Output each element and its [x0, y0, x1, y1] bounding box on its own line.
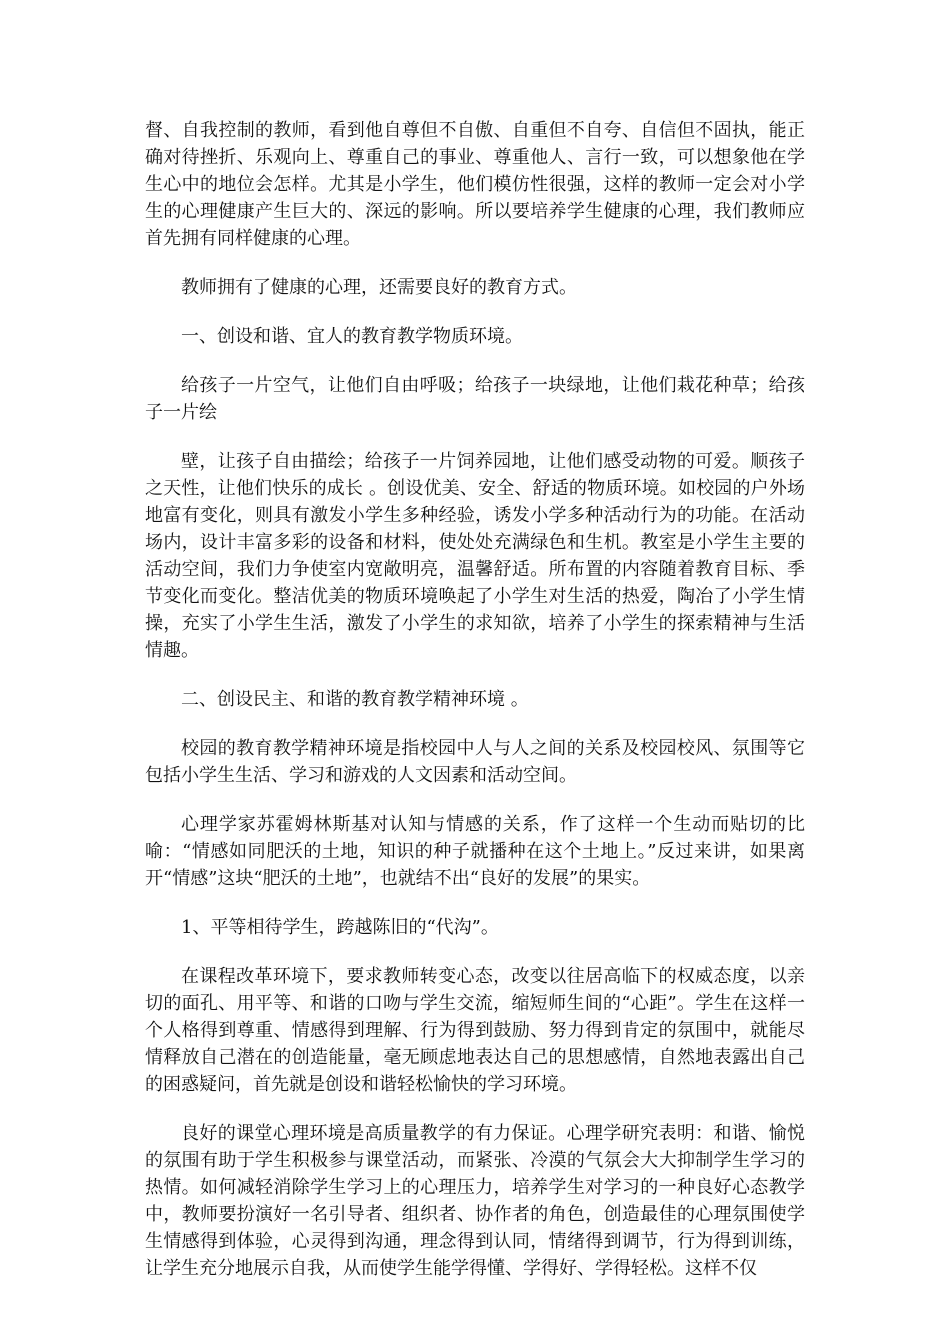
- body-paragraph-5: 校园的教育教学精神环境是指校园中人与人之间的关系及校园校风、氛围等它包括小学生生活、学习和游戏的人文因素和活动空间。: [145, 738, 805, 786]
- body-paragraph-6: 心理学家苏霍姆林斯基对认知与情感的关系，作了这样一个生动而贴切的比喻：“情感如同肥沃的土地，知识的种子就播种在这个土地上。”反过来讲，如果离开“情感”这块“肥沃的土地”，也就结不出“良好的发展”的果实。: [145, 814, 805, 889]
- body-paragraph-2: 教师拥有了健康的心理，还需要良好的教育方式。: [181, 277, 577, 298]
- body-paragraph-8: 良好的课堂心理环境是高质量教学的有力保证。心理学研究表明：和谐、愉悦的氛围有助于学生积极参与课堂活动，而紧张、冷漠的气氛会大大抑制学生学习的热情。如何减轻消除学生学习上的心理压力，培养学生对学习的一种良好心态教学中，教师要扮演好一名引导者、组织者、协作者的角色，创造最佳的心理氛围使学生情感得到体验，心灵得到沟通，理念得到认同，情绪得到调节，行为得到训练，让学生充分地展示自我，从而使学生能学得懂、学得好、学得轻松。这样不仅: [145, 1123, 805, 1279]
- body-paragraph-4: 壁，让孩子自由描绘；给孩子一片饲养园地，让他们感受动物的可爱。顺孩子之天性，让他们快乐的成长 。创设优美、安全、舒适的物质环境。如校园的户外场地富有变化，则具有激发小学生多种经验，诱发小学多种活动行为的功能。在活动场内，设计丰富多彩的设备和材料，使处处充满绿色和生机。教室是小学生主要的活动空间，我们力争使室内宽敞明亮，温馨舒适。所布置的内容随着教育目标、季节变化而变化。整洁优美的物质环境唤起了小学生对生活的热爱，陶冶了小学生情操，充实了小学生生活，激发了小学生的求知欲，培养了小学生的探索精神与生活情趣。: [145, 451, 805, 661]
- subsection-heading-1: 1、平等相待学生，跨越陈旧的“代沟”。: [181, 917, 499, 938]
- section-heading-1: 一、创设和谐、宜人的教育教学物质环境。: [181, 326, 523, 347]
- body-paragraph-7: 在课程改革环境下，要求教师转变心态，改变以往居高临下的权威态度，以亲切的面孔、用平等、和谐的口吻与学生交流，缩短师生间的“心距”。学生在这样一个人格得到尊重、情感得到理解、行为得到鼓励、努力得到肯定的氛围中，就能尽情释放自己潜在的创造能量，毫无顾虑地表达自己的思想感情，自然地表露出自己的困惑疑问，首先就是创设和谐轻松愉快的学习环境。: [145, 966, 805, 1095]
- body-paragraph-3: 给孩子一片空气，让他们自由呼吸；给孩子一块绿地，让他们栽花种草；给孩子一片绘: [145, 375, 805, 423]
- document-page: [145, 117, 805, 1304]
- section-heading-2: 二、创设民主、和谐的教育教学精神环境 。: [181, 689, 529, 710]
- body-paragraph-1: 督、自我控制的教师，看到他自尊但不自傲、自重但不自夸、自信但不固执，能正确对待挫折、乐观向上、尊重自己的事业、尊重他人、言行一致，可以想象他在学生心中的地位会怎样。尤其是小学生，他们模仿性很强，这样的教师一定会对小学生的心理健康产生巨大的、深远的影响。所以要培养学生健康的心理，我们教师应首先拥有同样健康的心理。: [145, 120, 805, 249]
